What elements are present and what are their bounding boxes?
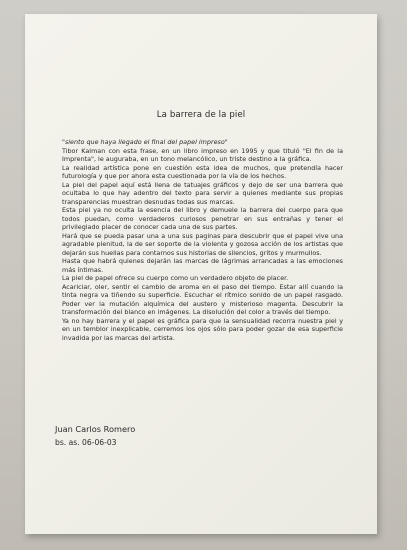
body-paragraph: Acariciar, oler, sentir el cambio de aroma en el paso del tiempo. Estar allí cuando la tinta negra va tiñendo su superficie. Escuchar el rítmico sonido de un papel rasgado. Poder ver la mutación alquímica del austero y misterioso magenta. Descubrir la transformación del blanco en imágenes. La disolución del color a través del tiempo. (62, 282, 343, 316)
signature-date: bs. as. 06-06-03 (55, 438, 117, 447)
body-paragraph: Hará que se pueda pasar una a una sus paginas para descubrir que el papel vive una agradable plenitud, la de ser soporte de la violenta y gozosa acción de los artistas que dejarán sus huellas para contarnos sus historias de silencios, gritos y murmullos. (62, 231, 343, 257)
body-paragraph: La piel del papel aquí está llena de tatuajes gráficos y dejo de ser una barrera que ocultaba lo que hay adentro del texto para servir a quienes mediante sus propias transparencias muestran desnudas todas sus marcas. (62, 180, 343, 206)
opening-quote: "siento que haya llegado el final del papel impreso" (62, 138, 228, 146)
paper-sheet (25, 14, 377, 534)
document-body (62, 138, 343, 342)
author-signature: Juan Carlos Romero (55, 424, 136, 434)
document-title: La barrera de la piel (156, 110, 246, 120)
body-paragraph: La piel de papel ofrece su cuerpo como un verdadero objeto de placer. (62, 274, 289, 282)
body-paragraph: La realidad artística pone en cuestión esta idea de muchos, que pretendía hacer futurología y que por ahora esta cuestionada por la vía de los hechos. (62, 163, 343, 180)
body-paragraph: Ya no hay barrera y el papel es gráfica para que la sensualidad recorra nuestra piel y en un temblor inexplicable, cerremos los ojos sólo para poder gozar de esa superficie invadida por las marcas del artista. (62, 316, 343, 342)
body-paragraph: Tibor Kalman con esta frase, en un libro impreso en 1995 y que tituló "El fin de la Imprenta", le auguraba, en un tono melancólico, un triste destino a la gráfica. (62, 146, 343, 163)
body-paragraph: Esta piel ya no oculta la esencia del libro y demuele la barrera del cuerpo para que todos puedan, como verdaderos curiosos penetrar en sus entrañas y tener el privilegiado placer de conocer cada una de sus partes. (62, 206, 343, 231)
body-paragraph: Hasta que habrá quienes dejarán las marcas de lágrimas arrancadas a las emociones más íntimas. (62, 257, 343, 274)
